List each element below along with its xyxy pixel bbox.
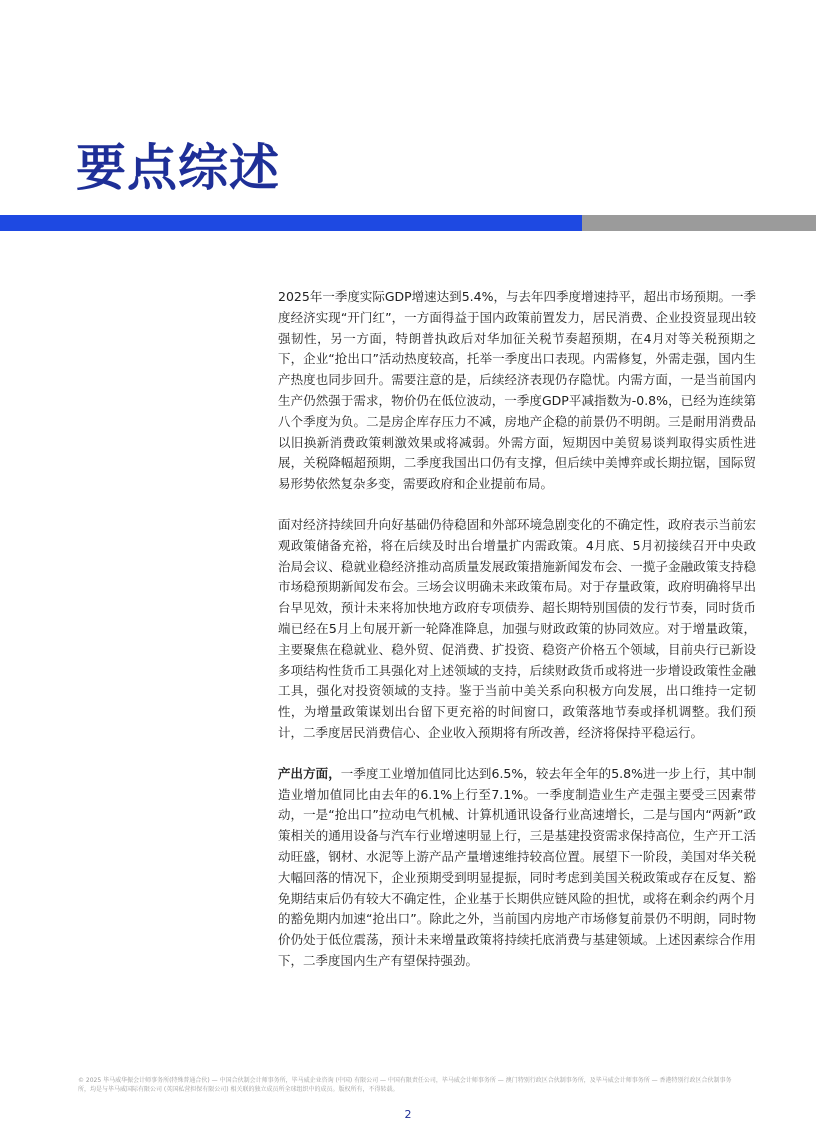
- paragraph-overview: 2025年一季度实际GDP增速达到5.4%，与去年四季度增速持平，超出市场预期。一季度经济实现“开门红”，一方面得益于国内政策前置发力，居民消费、企业投资显现出较强韧性，另一方面，特朗普执政后对华加征关税节奏超预期，在4月对等关税预期之下，企业“抢出口”活动热度较高，托举一季度出口表现。内需修复，外需走强，国内生产热度也同步回升。需要注意的是，后续经济表现仍存隐忧。内需方面，一是当前国内生产仍然强于需求，物价仍在低位波动，一季度GDP平减指数为-0.8%，已经为连续第八个季度为负。二是房企库存压力不减，房地产企稳的前景仍不明朗。三是耐用消费品以旧换新消费政策刺激效果或将减弱。外需方面，短期因中美贸易谈判取得实质性进展，关税降幅超预期，二季度我国出口仍有支撑，但后续中美博弈或长期拉锯，国际贸易形势依然复杂多变，需要政府和企业提前布局。: [278, 289, 756, 492]
- footer-disclaimer: © 2025 毕马威华振会计师事务所(特殊普通合伙) — 中国合伙制会计师事务所，毕马威企业咨询 (中国) 有限公司 — 中国有限责任公司，毕马威会计师事务所 — 澳门特别行政区合伙制事务所，及毕马威会计师事务所 — 香港特别行政区合伙制事务所，均是与毕马威国际有限公司 (英国私营担保有限公司) 相关联的独立成员所全球组织中的成员。版权所有，不得转载。: [78, 1077, 732, 1093]
- paragraph-output: [278, 764, 756, 972]
- gray-bar: [582, 215, 816, 231]
- accent-bar: [0, 215, 582, 231]
- page-title: 要点综述: [76, 139, 280, 197]
- body-text: [278, 287, 756, 972]
- paragraph-policy: 面对经济持续回升向好基础仍待稳固和外部环境急剧变化的不确定性，政府表示当前宏观政策储备充裕，将在后续及时出台增量扩内需政策。4月底、5月初接续召开中央政治局会议、稳就业稳经济推动高质量发展政策措施新闻发布会、一揽子金融政策支持稳市场稳预期新闻发布会。三场会议明确未来政策布局。对于存量政策，政府明确将早出台早见效，预计未来将加快地方政府专项债券、超长期特别国债的发行节奏，同时货币端已经在5月上旬展开新一轮降准降息，加强与财政政策的协同效应。对于增量政策，主要聚焦在稳就业、稳外贸、促消费、扩投资、稳资产价格五个领域，目前央行已新设多项结构性货币工具强化对上述领域的支持，后续财政货币或将进一步增设政策性金融工具，强化对投资领域的支持。鉴于当前中美关系向积极方向发展，出口维持一定韧性，为增量政策谋划出台留下更充裕的时间窗口，政策落地节奏或择机调整。我们预计，二季度居民消费信心、企业收入预期将有所改善，经济将保持平稳运行。: [278, 516, 756, 740]
- page-number: 2: [404, 1108, 412, 1121]
- paragraph-output-lead: 产出方面，: [278, 765, 341, 781]
- paragraph-output-text: 一季度工业增加值同比达到6.5%，较去年全年的5.8%进一步上行，其中制造业增加值同比由去年的6.1%上行至7.1%。一季度制造业生产走强主要受三因素带动，一是“抢出口”拉动电气机械、计算机通讯设备行业高速增长，二是与国内“两新”政策相关的通用设备与汽车行业增速明显上行，三是基建投资需求保持高位，生产开工活动旺盛，钢材、水泥等上游产品产量增速维持较高位置。展望下一阶段，美国对华关税大幅回落的情况下，企业预期受到明显提振，同时考虑到美国关税政策或存在反复、豁免期结束后仍有较大不确定性，企业基于长期供应链风险的担忧，或将在剩余约两个月的豁免期内加速“抢出口”。除此之外，当前国内房地产市场修复前景仍不明朗，同时物价仍处于低位震荡，预计未来增量政策将持续托底消费与基建领域。上述因素综合作用下，二季度国内生产有望保持强劲。: [278, 765, 756, 968]
